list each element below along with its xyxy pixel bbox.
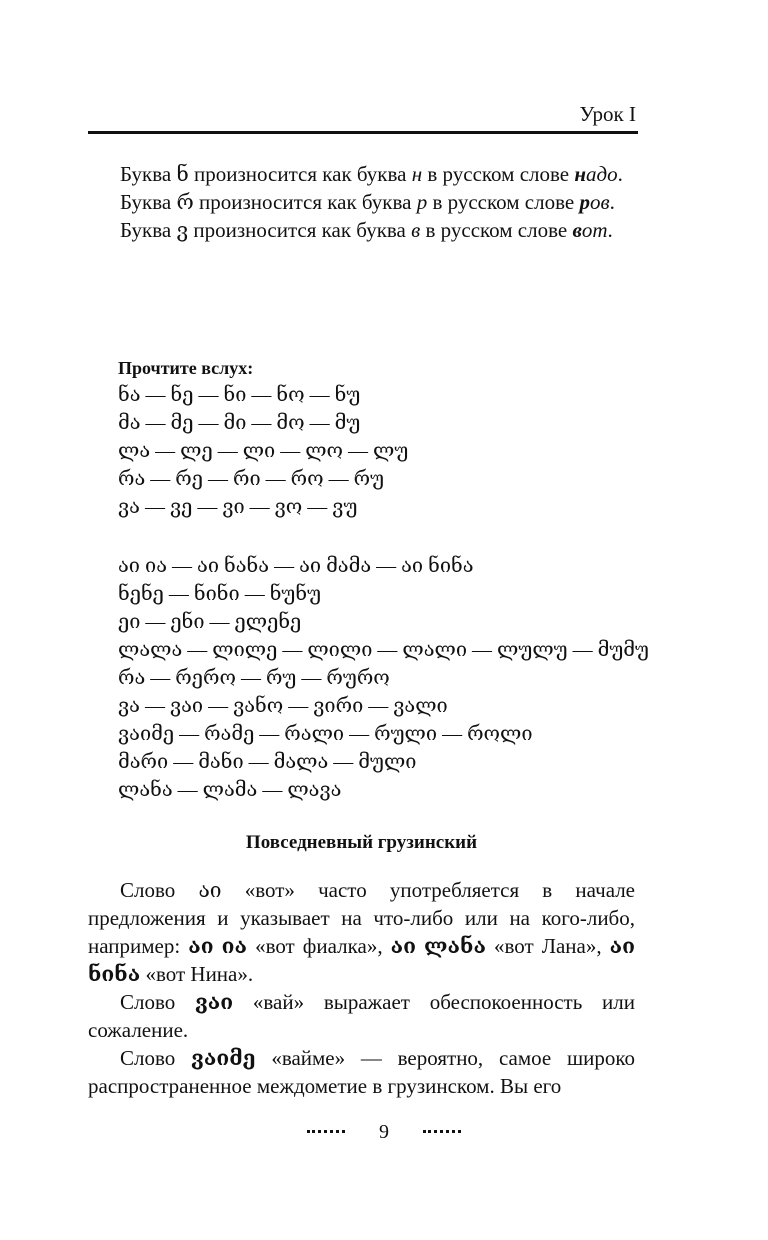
- pronunciation-rules: [88, 160, 635, 244]
- drill-line: მარი — მანი — მალა — მული: [118, 751, 417, 773]
- rule-paragraph: Буква რ произносится как буква р в русском слове ров.: [120, 190, 615, 214]
- header-rule: [88, 131, 638, 134]
- drill-line: მა — მე — მი — მო — მუ: [118, 412, 361, 434]
- drill-line: ნა — ნე — ნი — ნო — ნუ: [118, 384, 361, 406]
- drill-line: ეი — ენი — ელენე: [118, 611, 302, 633]
- drill-line: ლანა — ლამა — ლავა: [118, 779, 342, 801]
- section-heading: Повседневный грузинский: [245, 832, 478, 853]
- body-paragraph: Слово ვაიმე «вайме» — вероятно, самое широко распространенное междометие в грузинском. Вы его: [88, 1046, 636, 1098]
- drill-line: რა — რე — რი — რო — რუ: [118, 468, 385, 490]
- everyday-georgian-text: [88, 876, 635, 1100]
- rule-paragraph: Буква ნ произносится как буква н в русском слове надо.: [120, 162, 623, 186]
- body-paragraph: Слово აი «вот» часто употребляется в начале предложения и указывает на что-либо или на кого-либо, например: აი ია «вот фиалка», აი ლანა «вот Лана», აი ნინა «вот Нина».: [88, 878, 635, 986]
- rule-paragraph: Буква ვ произносится как буква в в русском слове вот.: [120, 218, 613, 242]
- running-header: Урок I: [579, 102, 636, 126]
- drill-line: ვაიმე — რამე — რალი — რული — როლი: [118, 723, 533, 745]
- page-footer: [0, 1121, 768, 1144]
- drill-label: Прочтите вслух:: [118, 358, 254, 378]
- page-number: 9: [379, 1121, 389, 1143]
- drill-line: ლა — ლე — ლი — ლო — ლუ: [118, 440, 409, 462]
- body-paragraph: Слово ვაი «вай» выражает обеспокоенность или сожаление.: [88, 990, 635, 1042]
- drill-line: აი ია — აი ნანა — აი მამა — აი ნინა: [118, 555, 474, 577]
- footer-dots-left: [307, 1130, 345, 1133]
- word-drill: [118, 552, 665, 804]
- drill-line: რა — რერო — რუ — რურო: [118, 667, 390, 689]
- drill-line: ვა — ვე — ვი — ვო — ვუ: [118, 496, 358, 518]
- footer-dots-right: [423, 1130, 461, 1133]
- reading-drill: [118, 355, 665, 521]
- drill-line: ნენე — ნინი — ნუნუ: [118, 583, 322, 605]
- drill-line: ლალა — ლილე — ლილი — ლალი — ლულუ — მუმუ: [118, 639, 649, 661]
- drill-line: ვა — ვაი — ვანო — ვირი — ვალი: [118, 695, 448, 717]
